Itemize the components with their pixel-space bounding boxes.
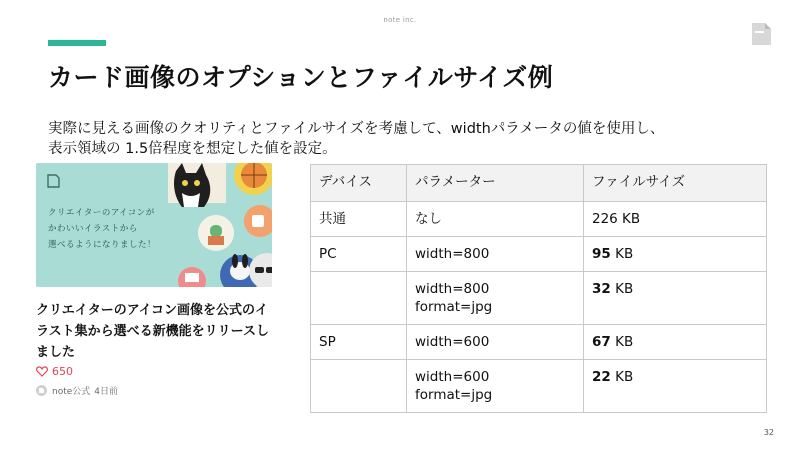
size-number: 22 <box>592 369 611 385</box>
size-unit: KB <box>610 281 634 297</box>
cell-file-size <box>584 360 767 413</box>
banner-line-1: クリエイターのアイコンが <box>48 208 155 218</box>
banner-line-3: 選べるようになりました！ <box>48 240 157 250</box>
size-unit: KB <box>610 246 634 262</box>
page-number: 32 <box>763 428 774 437</box>
slide-title: カード画像のオプションとファイルサイズ例 <box>48 63 554 92</box>
size-unit: KB <box>610 334 634 350</box>
cat-illustration-icon <box>168 163 226 207</box>
heart-icon <box>36 366 48 377</box>
like-button[interactable] <box>36 365 272 378</box>
cell-parameter <box>407 237 584 272</box>
note-logo-icon <box>38 387 45 394</box>
subtitle-line-1: 実際に見える画像のクオリティとファイルサイズを考慮して、widthパラメータの値を使用し、 <box>48 121 665 137</box>
cell-file-size <box>584 325 767 360</box>
author-name[interactable]: note公式 <box>52 387 91 397</box>
table-row <box>311 325 767 360</box>
cell-file-size <box>584 202 767 237</box>
slide-subtitle <box>48 119 748 159</box>
size-value: 226 KB <box>592 211 641 227</box>
header-file-size: ファイルサイズ <box>584 165 767 202</box>
header-device: デバイス <box>311 165 407 202</box>
accent-bar <box>48 40 106 46</box>
cell-device <box>311 272 407 325</box>
company-header: note inc. <box>383 16 417 24</box>
header-parameter: パラメーター <box>407 165 584 202</box>
cell-device: SP <box>311 325 407 360</box>
subtitle-line-2: 表示領域の 1.5倍程度を想定した値を設定。 <box>48 141 337 157</box>
table-row <box>311 360 767 413</box>
parameter-line: width=600 <box>415 369 490 385</box>
cell-device: 共通 <box>311 202 407 237</box>
table-header-row <box>311 165 767 202</box>
parameter-line: width=600 <box>415 334 490 350</box>
parameter-line: width=800 <box>415 281 490 297</box>
like-count: 650 <box>52 365 73 378</box>
card-title[interactable]: クリエイターのアイコン画像を公式のイラスト集から選べる新機能をリリースしました <box>36 303 269 360</box>
cell-parameter <box>407 325 584 360</box>
author-avatar[interactable] <box>36 385 47 396</box>
size-number: 95 <box>592 246 611 262</box>
cell-device <box>311 360 407 413</box>
parameter-line: なし <box>415 211 442 227</box>
size-number: 67 <box>592 334 611 350</box>
document-icon <box>750 22 772 46</box>
note-article-card[interactable] <box>36 163 272 397</box>
cell-parameter <box>407 202 584 237</box>
table-row <box>311 237 767 272</box>
table-row <box>311 202 767 237</box>
cell-file-size <box>584 237 767 272</box>
author-row <box>36 384 272 397</box>
banner-text <box>48 205 156 253</box>
cell-parameter <box>407 360 584 413</box>
parameter-line: width=800 <box>415 246 490 262</box>
file-size-table <box>310 164 767 413</box>
post-date: 4日前 <box>94 387 119 397</box>
size-number: 32 <box>592 281 611 297</box>
cell-file-size <box>584 272 767 325</box>
banner-line-2: かわいいイラストから <box>48 224 138 234</box>
cactus-icon <box>198 215 234 251</box>
table-row <box>311 272 767 325</box>
size-unit: KB <box>610 369 634 385</box>
cell-device: PC <box>311 237 407 272</box>
cell-parameter <box>407 272 584 325</box>
card-thumbnail[interactable] <box>36 163 272 287</box>
parameter-line: format=jpg <box>415 299 493 315</box>
parameter-line: format=jpg <box>415 387 493 403</box>
